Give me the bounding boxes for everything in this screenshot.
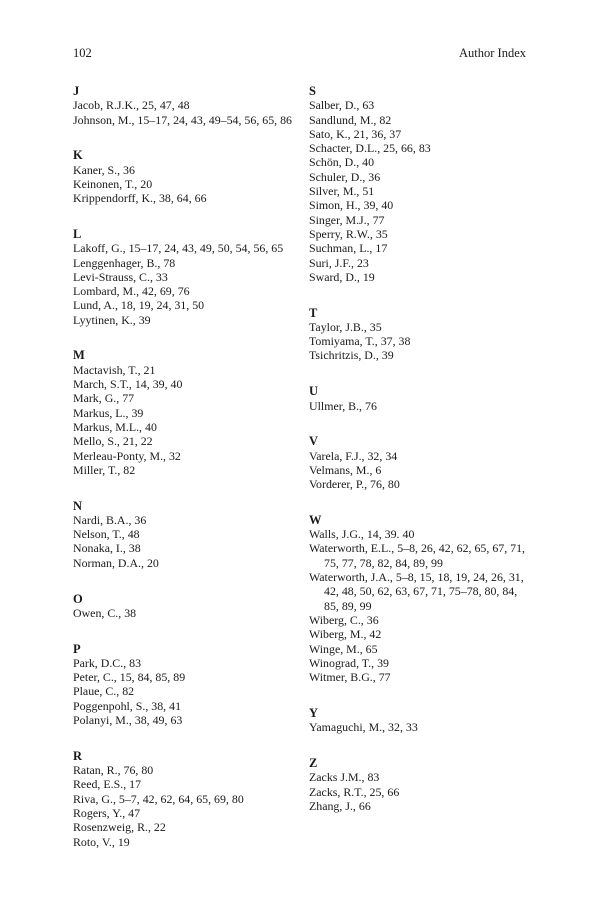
index-section [73, 148, 298, 205]
index-entry: March, S.T., 14, 39, 40 [73, 377, 183, 392]
index-entry: Levi-Strauss, C., 33 [73, 269, 168, 284]
entry-list [309, 449, 534, 492]
index-entry: Wiberg, M., 42 [309, 627, 382, 642]
index-entry: Merleau-Ponty, M., 32 [73, 448, 181, 463]
index-entry: Waterworth, J.A., 5–8, 15, 18, 19, 24, 26, 31, 42, 48, 50, 62, 63, 67, 71, 75–78, 80, 84, 85, 89, 99 [309, 570, 524, 613]
index-entry: Keinonen, T., 20 [73, 176, 153, 191]
index-entry: Roto, V., 19 [73, 834, 130, 849]
index-entry: Nelson, T., 48 [73, 527, 140, 542]
index-section [309, 384, 534, 413]
index-entry: Taylor, J.B., 35 [309, 319, 382, 334]
section-spacer [309, 491, 534, 512]
index-entry: Lakoff, G., 15–17, 24, 43, 49, 50, 54, 56, 65 [73, 241, 284, 256]
index-entry: Walls, J.G., 14, 39. 40 [309, 527, 415, 542]
entry-list [73, 241, 298, 327]
section-spacer [309, 413, 534, 434]
index-entry: Plaue, C., 82 [73, 684, 135, 699]
section-spacer [309, 284, 534, 305]
index-section [309, 84, 534, 284]
index-entry: Sato, K., 21, 36, 37 [309, 126, 402, 141]
index-entry: Park, D.C., 83 [73, 655, 142, 670]
section-letter: W [309, 512, 322, 527]
index-entry: Mello, S., 21, 22 [73, 434, 153, 449]
page-header [73, 46, 526, 64]
index-entry: Sward, D., 19 [309, 269, 375, 284]
entry-list [73, 363, 298, 477]
entry-list [73, 656, 298, 727]
index-entry: Lombard, M., 42, 69, 76 [73, 284, 190, 299]
index-entry: Schön, D., 40 [309, 155, 375, 170]
index-entry: Zhang, J., 66 [309, 798, 371, 813]
index-entry: Vorderer, P., 76, 80 [309, 477, 400, 492]
entry-list [309, 720, 534, 734]
index-entry: Mark, G., 77 [73, 391, 135, 406]
index-entry: Poggenpohl, S., 38, 41 [73, 698, 182, 713]
entry-list [309, 399, 534, 413]
index-entry: Rosenzweig, R., 22 [73, 820, 166, 835]
index-entry: Simon, H., 39, 40 [309, 198, 394, 213]
section-letter: Y [309, 705, 319, 720]
section-letter: N [73, 498, 83, 513]
section-letter: J [73, 84, 80, 98]
index-section [73, 499, 298, 570]
index-entry: Lenggenhager, B., 78 [73, 255, 176, 270]
entry-list [73, 163, 298, 206]
index-section [73, 642, 298, 728]
index-entry: Owen, C., 38 [73, 605, 137, 620]
index-entry: Tomiyama, T., 37, 38 [309, 334, 411, 349]
index-entry: Krippendorff, K., 38, 64, 66 [73, 191, 207, 206]
section-letter: S [309, 84, 316, 98]
index-entry: Ratan, R., 76, 80 [73, 763, 154, 778]
entry-list [73, 606, 298, 620]
section-letter: V [309, 434, 319, 449]
index-entry: Markus, M.L., 40 [73, 419, 157, 434]
index-entry: Witmer, B.G., 77 [309, 670, 391, 685]
section-letter: Z [309, 755, 318, 770]
index-entry: Johnson, M., 15–17, 24, 43, 49–54, 56, 65, 86 [73, 112, 292, 127]
index-entry: Salber, D., 63 [309, 98, 375, 113]
index-section [73, 592, 298, 621]
section-spacer [73, 727, 298, 748]
index-section [73, 227, 298, 327]
index-column-left [73, 84, 298, 849]
section-spacer [309, 363, 534, 384]
index-entry: Rogers, Y., 47 [73, 805, 141, 820]
index-entry: Peter, C., 15, 84, 85, 89 [73, 670, 186, 685]
section-letter: O [73, 591, 83, 606]
index-entry: Markus, L., 39 [73, 405, 144, 420]
index-entry: Varela, F.J., 32, 34 [309, 448, 398, 463]
index-entry: Yamaguchi, M., 32, 33 [309, 720, 418, 735]
section-spacer [73, 620, 298, 641]
index-entry: Ullmer, B., 76 [309, 398, 377, 413]
section-letter: U [309, 384, 319, 399]
index-entry: Nonaka, I., 38 [73, 541, 141, 556]
index-entry: Kaner, S., 36 [73, 162, 135, 177]
index-entry: Polanyi, M., 38, 49, 63 [73, 713, 183, 728]
index-entry: Sandlund, M., 82 [309, 112, 392, 127]
section-letter: R [73, 748, 83, 763]
entry-list [309, 320, 534, 363]
index-entry: Norman, D.A., 20 [73, 555, 159, 570]
index-entry: Lyytinen, K., 39 [73, 312, 151, 327]
index-entry: Riva, G., 5–7, 42, 62, 64, 65, 69, 80 [73, 791, 244, 806]
section-letter: K [73, 148, 83, 163]
index-entry: Mactavish, T., 21 [73, 362, 156, 377]
index-entry: Schuler, D., 36 [309, 169, 381, 184]
section-letter: M [73, 348, 85, 363]
section-spacer [309, 734, 534, 755]
entry-list [73, 513, 298, 570]
index-entry: Waterworth, E.L., 5–8, 26, 42, 62, 65, 67, 71, 75, 77, 78, 82, 84, 89, 99 [309, 541, 526, 570]
index-entry: Winograd, T., 39 [309, 655, 389, 670]
index-entry: Wiberg, C., 36 [309, 612, 379, 627]
entry-list [73, 98, 298, 127]
section-spacer [73, 127, 298, 148]
index-entry: Silver, M., 51 [309, 184, 375, 199]
index-section [309, 513, 534, 685]
index-entry: Schacter, D.L., 25, 66, 83 [309, 141, 431, 156]
section-letter: L [73, 226, 82, 241]
index-entry: Reed, E.S., 17 [73, 777, 142, 792]
index-entry: Sperry, R.W., 35 [309, 226, 388, 241]
index-section [309, 756, 534, 813]
section-spacer [73, 327, 298, 348]
index-entry: Singer, M.J., 77 [309, 212, 385, 227]
index-entry: Velmans, M., 6 [309, 462, 382, 477]
index-section [73, 348, 298, 477]
index-section [73, 84, 298, 127]
index-section [73, 749, 298, 849]
index-entry: Nardi, B.A., 36 [73, 512, 147, 527]
index-entry: Zacks J.M., 83 [309, 770, 380, 785]
entry-list [309, 770, 534, 813]
section-spacer [73, 570, 298, 591]
section-spacer [73, 477, 298, 498]
index-entry: Lund, A., 18, 19, 24, 31, 50 [73, 298, 205, 313]
index-entry: Suchman, L., 17 [309, 241, 388, 256]
index-section [309, 706, 534, 735]
running-title: Author Index [459, 46, 526, 60]
page-number: 102 [73, 46, 92, 60]
entry-list [309, 98, 534, 284]
index-section [309, 306, 534, 363]
index-entry: Jacob, R.J.K., 25, 47, 48 [73, 98, 190, 113]
section-letter: T [309, 305, 318, 320]
section-spacer [73, 206, 298, 227]
index-entry: Suri, J.F., 23 [309, 255, 369, 270]
index-column-right [309, 84, 534, 813]
index-entry: Winge, M., 65 [309, 641, 378, 656]
index-entry: Zacks, R.T., 25, 66 [309, 784, 400, 799]
index-entry: Miller, T., 82 [73, 462, 136, 477]
index-section [309, 434, 534, 491]
section-letter: P [73, 641, 81, 656]
entry-list [309, 527, 534, 684]
section-spacer [309, 684, 534, 705]
index-entry: Tsichritzis, D., 39 [309, 348, 394, 363]
entry-list [73, 763, 298, 849]
